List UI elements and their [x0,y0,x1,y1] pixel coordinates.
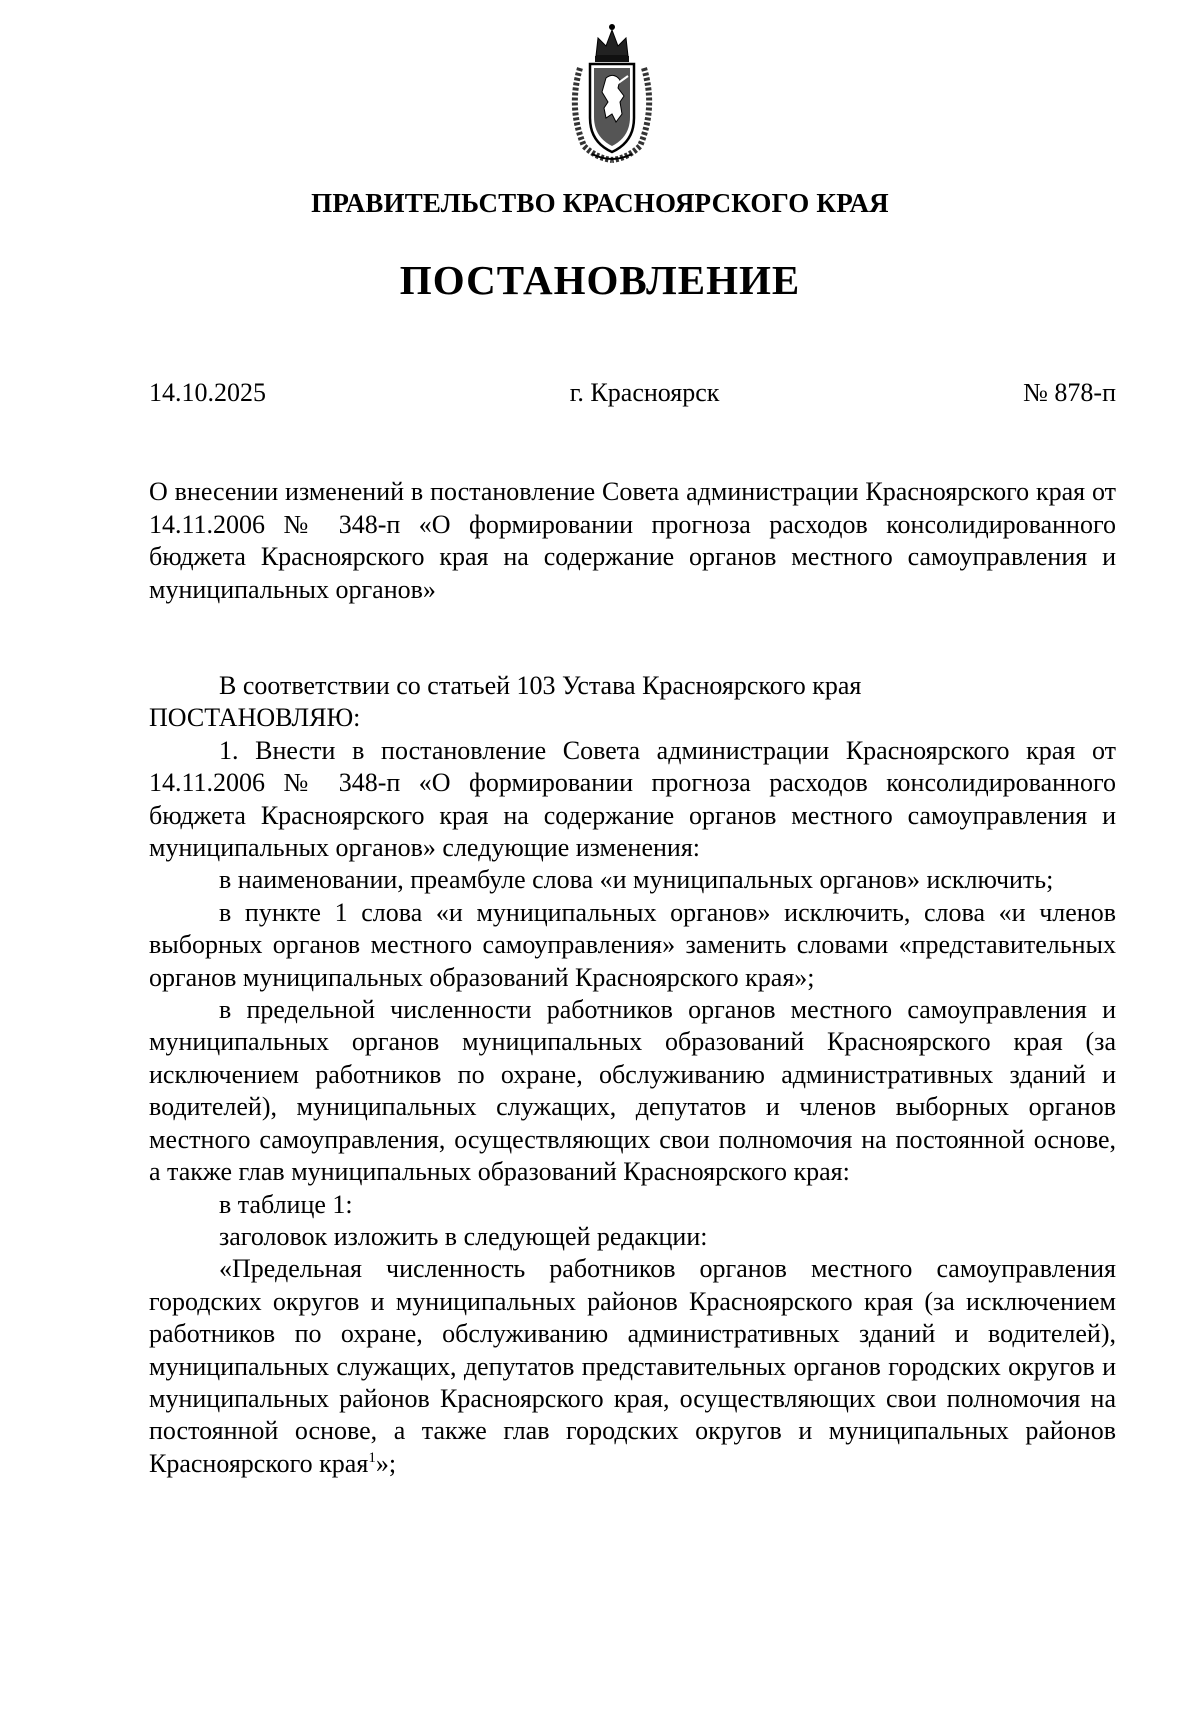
preamble-paragraph: В соответствии со статьей 103 Устава Красноярского края [219,671,862,700]
organization-name: ПРАВИТЕЛЬСТВО КРАСНОЯРСКОГО КРАЯ [311,188,889,218]
amendment-point-1-paragraph: в пункте 1 слова «и муниципальных органов» исключить, слова «и членов выборных органов местного самоуправления» заменить словами «представительных органов муниципальных образований Красноярского края»; [149,897,1116,992]
new-heading-end: »; [375,1448,397,1478]
document-number: № 878-п [1023,378,1116,407]
resolve-word: ПОСТАНОВЛЯЮ: [149,703,361,733]
table-1-paragraph: в таблице 1: [219,1189,353,1219]
document-meta-row [149,378,1116,408]
coat-of-arms-emblem [562,18,662,168]
document-date: 14.10.2025 [149,378,266,407]
document-body [149,670,1116,1480]
clause-1-paragraph: 1. Внести в постановление Совета администрации Красноярского края от 14.11.2006 № 348-п «О формировании прогноза расходов консолидированного бюджета Красноярского края на содержание органов местного самоуправления и муниципальных органов» следующие изменения: [149,735,1116,863]
new-heading-text: «Предельная численность работников органов местного самоуправления городских округов и муниципальных районов Красноярского края (за исключением работников по охране, обслуживанию административных зданий и водителей), муниципальных служащих, депутатов представительных органов городских округов и муниципальных районов Красноярского края, осуществляющих свои полномочия на постоянной основе, а также глав городских округов и муниципальных районов Красноярского края [149,1254,1116,1478]
amendment-name-paragraph: в наименовании, преамбуле слова «и муниципальных органов» исключить; [219,865,1054,895]
footnote-marker: 1 [368,1449,376,1466]
new-heading-paragraph [149,1253,1116,1480]
document-subject: О внесении изменений в постановление Совета администрации Красноярского края от 14.11.2006 № 348-п «О формировании прогноза расходов консолидированного бюджета Красноярского края на содержание органов местного самоуправления и муниципальных органов» [149,477,1116,604]
document-type-title: ПОСТАНОВЛЕНИЕ [399,257,801,303]
document-city: г. Красноярск [569,378,720,407]
heading-edit-paragraph: заголовок изложить в следующей редакции: [219,1221,708,1251]
amendment-limit-paragraph: в предельной численности работников органов местного самоуправления и муниципальных органов муниципальных образований Красноярского края (за исключением работников по охране, обслуживанию административных зданий и водителей), муниципальных служащих, депутатов и членов выборных органов местного самоуправления, осуществляющих свои полномочия на постоянной основе, а также глав муниципальных образований Красноярского края: [149,995,1116,1187]
